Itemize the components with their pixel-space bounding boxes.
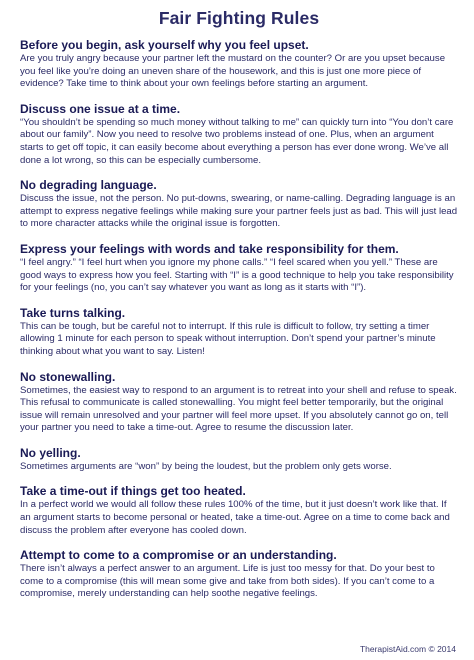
rule-section-express-feelings [20,242,458,295]
rule-body: Sometimes arguments are “won” by being the loudest, but the problem only gets worse. [20,460,392,472]
rule-heading: Discuss one issue at a time. [20,101,181,116]
rule-heading: No degrading language. [20,178,157,193]
rule-heading: Take turns talking. [20,305,126,320]
copyright-footer: TherapistAid.com © 2014 [359,644,456,654]
rule-body: Are you truly angry because your partner left the mustard on the counter? Or are you upset because you feel like you’re doing an uneven share of the housework, and this is just one more piece of evidence? Take time to think about your own feelings before starting an argument. [20,53,446,90]
rule-body: Discuss the issue, not the person. No put-downs, swearing, or name-calling. Degrading language is an attempt to express negative feelings while making sure your partner feels just as bad. This will just lead to more character attacks while the original issue is forgotten. [20,193,458,230]
rule-heading: Before you begin, ask yourself why you feel upset. [20,38,309,52]
rule-heading: No yelling. [20,445,81,460]
rule-section-take-turns [20,306,458,359]
rule-heading: Express your feelings with words and take responsibility for them. [20,241,399,256]
rule-section-no-yelling [20,446,458,474]
rule-body: This can be tough, but be careful not to interrupt. If this rule is difficult to follow, try setting a timer allowing 1 minute for each person to speak without interruption. Don’t spend your partner’s minute thinking about what you want to say. Listen! [20,320,436,357]
rule-heading: Attempt to come to a compromise or an understanding. [20,548,337,563]
rule-heading: No stonewalling. [20,369,116,384]
rule-body: “You shouldn’t be spending so much money without talking to me” can quickly turn into “You don’t care about our family”. Now you need to resolve two problems instead of one. Plus, when an argument starts to get off topic, it can easily become about everything a person has ever done wrong. We’ve all done a lot wrong, so this can be especially cumbersome. [20,116,454,166]
rule-body: “I feel angry.” “I feel hurt when you ignore my phone calls.” “I feel scared when you yell.” These are good ways to express how you feel. Starting with “I” is a good technique to help you take responsibility for your feelings (no, you can’t say whatever you want as long as it starts with “I”). [20,256,454,294]
rule-section-no-degrading [20,178,458,231]
rule-section-compromise [20,548,458,601]
page-title: Fair Fighting Rules [158,8,320,28]
rule-section-ask-why [20,38,458,91]
rule-section-one-issue [20,102,458,167]
rule-body: Sometimes, the easiest way to respond to an argument is to retreat into your shell and refuse to speak. This refusal to communicate is called stonewalling. You might feel better temporarily, but the original issue will remain unresolved and your partner will feel more upset. If you absolutely cannot go on, tell your partner you need to take a time-out. Agree to resume the discussion later. [20,384,457,434]
rule-heading: Take a time-out if things get too heated. [20,484,246,499]
rule-section-no-stonewalling [20,370,458,435]
rule-body: In a perfect world we would all follow these rules 100% of the time, but it just doesn’t work like that. If an argument starts to become personal or heated, take a time-out. Agree on a time to come back and discuss the problem after everyone has cooled down. [20,499,450,536]
rule-section-time-out [20,484,458,537]
rule-body: There isn’t always a perfect answer to an argument. Life is just too messy for that. Do your best to come to a compromise (this will mean some give and take from both sides). If you can’t come to a compromise, merely understanding can help soothe negative feelings. [20,563,435,600]
